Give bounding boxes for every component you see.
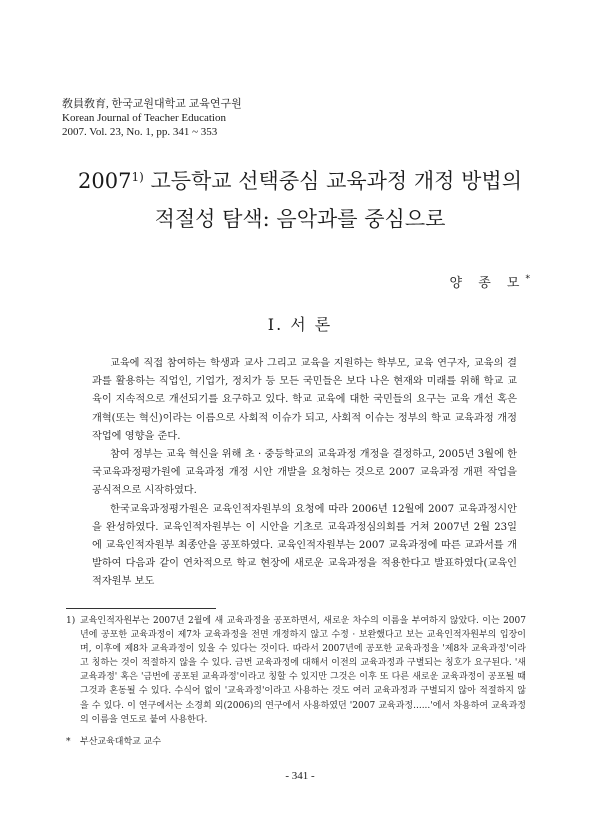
- journal-citation: 2007. Vol. 23, No. 1, pp. 341 ~ 353: [62, 126, 218, 138]
- paragraph: 교육에 직접 참여하는 학생과 교사 그리고 교육을 지원하는 학부모, 교육 연구자, 교육의 결과를 활용하는 직업인, 기업가, 정치가 등 모든 국민들은 보다 나은 현재와 미래를 위해 학교 교육이 지속적으로 개선되기를 요구하고 있다. 학교 교육에 대한 국민들의 요구는 교육 개선 혹은 개혁(또는 혁신)이라는 이름으로 사회적 이슈가 되고, 사회적 이슈는 정부의 학교 교육과정 개정 작업에 영향을 준다.: [92, 358, 517, 442]
- footnote-number: 1): [66, 616, 76, 626]
- title-year: 2007: [77, 169, 132, 193]
- footnote-text: 부산교육대학교 교수: [80, 736, 162, 747]
- footnote-number: *: [66, 736, 71, 747]
- title-line-2: 적절성 탐색: 음악과를 중심으로: [154, 207, 446, 231]
- page-number: - 341 -: [285, 770, 315, 782]
- body-text: [92, 355, 517, 592]
- footnotes: [66, 614, 526, 749]
- footnote: [66, 614, 526, 727]
- journal-name-english: Korean Journal of Teacher Education: [62, 112, 226, 124]
- paragraph: 참여 정부는 교육 혁신을 위해 초 · 중등학교의 교육과정 개정을 결정하고, 2005년 3월에 한국교육과정평가원에 교육과정 개정 시안 개발을 요청하는 것으로 2007 교육과정 개편 작업을 공식적으로 시작하였다.: [92, 449, 517, 497]
- journal-header: [62, 97, 242, 139]
- footnote: [66, 735, 526, 749]
- paper-title: [0, 158, 600, 238]
- author: [450, 272, 530, 291]
- title-line-1-text: 고등학교 선택중심 교육과정 개정 방법의: [143, 169, 523, 193]
- title-line-1: [0, 158, 600, 200]
- title-footnote-mark: 1): [131, 170, 144, 184]
- author-name: 양 종 모: [449, 276, 526, 291]
- section-heading: Ⅰ. 서 론: [267, 315, 333, 334]
- footnote-text: 교육인적자원부는 2007년 2월에 새 교육과정을 공포하면서, 새로운 차수의 이름을 부여하지 않았다. 이는 2007년에 공포한 교육과정이 제7차 교육과정을 전면 개정하지 않고 수정 · 보완했다고 보는 교육인적자원부의 입장이며, 이후에 제8차 교육과정이 있을 수 있다는 것이다. 따라서 2007년에 공포한 교육과정을 '제8차 교육과정'이라고 칭하는 것이 적절하지 않을 수 있다. 금번 교육과정에 대해서 이전의 교육과정과 구별되는 칭호가 요구된다. '새 교육과정' 혹은 '금번에 공포된 교육과정'이라고 칭할 수 있지만 그것은 이후 또 다른 새로운 교육과정이 공포될 때 그것과 혼동될 수 있다. 수식어 없이 '교육과정'이라고 사용하는 것도 여러 교육과정과 구별되지 않아 적절하지 않을 수 있다. 이 연구에서는 소경희 외(2006)의 연구에서 사용하였던 '2007 교육과정......'에서 차용하여 교육과정의 이름을 연도로 붙여 사용한다.: [80, 616, 526, 725]
- paragraph: 한국교육과정평가원은 교육인적자원부의 요청에 따라 2006년 12월에 2007 교육과정시안을 완성하였다. 교육인적자원부는 이 시안을 기초로 교육과정심의회를 거쳐 2007년 2월 23일에 교육인적자원부 최종안을 공포하였다. 교육인적자원부는 2007 교육과정에 따른 교과서를 개발하여 다음과 같이 연차적으로 학교 현장에 새로운 교육과정을 적용한다고 발표하였다(교육인적자원부 보도: [92, 503, 517, 588]
- author-mark: *: [525, 274, 530, 285]
- journal-name-korean: 敎員敎育, 한국교원대학교 교육연구원: [62, 98, 242, 110]
- footnote-divider: [66, 608, 216, 609]
